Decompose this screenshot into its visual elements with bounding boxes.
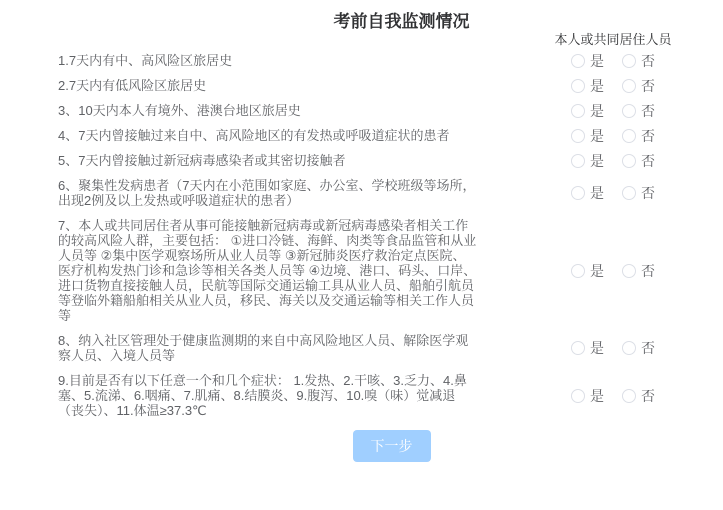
no-radio-label: 否 [641,102,655,119]
question-text: 5、7天内曾接触过新冠病毒感染者或其密切接触者 [58,153,346,168]
no-radio[interactable] [622,264,655,278]
question-text: 7、本人或共同居住者从事可能接触新冠病毒或新冠病毒感染者相关工作的较高风险人群，主要包括： ①进口冷链、海鲜、肉类等食品监管和从业人员等 ②集中医学观察场所从业人员等 ③新冠肺炎医疗救治定点医院、医疗机构发热门诊和急诊等相关各类人员等 ④边境、港口、码头、口岸、进口货物直接接触人员，民航等国际交通运输工具从业人员、船舶引航员等登临外籍船舶相关从业人员，移民、海关以及交通运输等相关工作人员等 [58,218,477,323]
yes-radio[interactable] [571,79,604,93]
yes-radio[interactable] [571,54,604,68]
no-radio-label: 否 [641,127,655,144]
question-text: 8、纳入社区管理处于健康监测期的来自中高风险地区人员、解除医学观察人员、入境人员等 [58,333,469,363]
yes-radio-label: 是 [590,387,604,404]
yes-radio-label: 是 [590,102,604,119]
radio-circle-icon [571,186,585,200]
title-bar [0,0,723,32]
yes-radio[interactable] [571,154,604,168]
radio-circle-icon [622,54,636,68]
answer-column-header: 本人或共同居住人员 [554,32,672,47]
no-radio[interactable] [622,104,655,118]
answer-radio-group [548,104,678,118]
question-text: 3、10天内本人有境外、港澳台地区旅居史 [58,103,301,118]
next-step-button[interactable]: 下一步 [353,430,431,462]
radio-circle-icon [622,264,636,278]
question-row [0,128,723,143]
radio-circle-icon [571,54,585,68]
question-text: 1.7天内有中、高风险区旅居史 [58,53,233,68]
page-title: 考前自我监测情况 [333,12,470,31]
no-radio[interactable] [622,154,655,168]
answer-radio-group [548,389,678,403]
radio-circle-icon [622,389,636,403]
no-radio-label: 否 [641,77,655,94]
no-radio[interactable] [622,129,655,143]
no-radio[interactable] [622,341,655,355]
no-radio-label: 否 [641,52,655,69]
answer-radio-group [548,54,678,68]
yes-radio-label: 是 [590,185,604,201]
yes-radio-label: 是 [590,152,604,169]
no-radio-label: 否 [641,152,655,169]
yes-radio-label: 是 [590,340,604,356]
radio-circle-icon [571,79,585,93]
no-radio-label: 否 [641,387,655,404]
no-radio[interactable] [622,54,655,68]
yes-radio-label: 是 [590,127,604,144]
question-row [0,218,723,323]
question-text: 2.7天内有低风险区旅居史 [58,78,207,93]
radio-circle-icon [622,79,636,93]
question-list [0,53,723,418]
question-row [0,373,723,418]
yes-radio-label: 是 [590,52,604,69]
no-radio-label: 否 [641,185,655,201]
form-footer [0,430,723,462]
question-row [0,333,723,363]
question-text: 6、聚集性发病患者（7天内在小范围如家庭、办公室、学校班级等场所，出现2例及以上发热或呼吸道症状的患者） [58,178,476,208]
yes-radio[interactable] [571,389,604,403]
answer-radio-group [548,129,678,143]
yes-radio[interactable] [571,341,604,355]
answer-column-header-row [0,32,723,47]
radio-circle-icon [571,264,585,278]
no-radio-label: 否 [641,262,655,279]
radio-circle-icon [622,341,636,355]
radio-circle-icon [571,104,585,118]
radio-circle-icon [571,341,585,355]
answer-radio-group [548,79,678,93]
radio-circle-icon [622,186,636,200]
question-text: 9.目前是否有以下任意一个和几个症状： 1.发热、2.干咳、3.乏力、4.鼻塞、5.流涕、6.咽痛、7.肌痛、8.结膜炎、9.腹泻、10.嗅（味）觉减退（丧失）、11.体温≥37.3℃ [58,373,467,418]
question-row [0,178,723,208]
answer-radio-group [548,264,678,278]
yes-radio[interactable] [571,104,604,118]
yes-radio[interactable] [571,264,604,278]
question-text: 4、7天内曾接触过来自中、高风险地区的有发热或呼吸道症状的患者 [58,128,450,143]
answer-radio-group [548,186,678,200]
question-row [0,103,723,118]
no-radio[interactable] [622,186,655,200]
radio-circle-icon [571,389,585,403]
no-radio[interactable] [622,389,655,403]
radio-circle-icon [622,129,636,143]
no-radio[interactable] [622,79,655,93]
no-radio-label: 否 [641,340,655,356]
answer-radio-group [548,341,678,355]
radio-circle-icon [622,154,636,168]
question-row [0,53,723,68]
yes-radio[interactable] [571,129,604,143]
radio-circle-icon [571,129,585,143]
radio-circle-icon [622,104,636,118]
answer-radio-group [548,154,678,168]
question-row [0,153,723,168]
question-row [0,78,723,93]
yes-radio[interactable] [571,186,604,200]
yes-radio-label: 是 [590,262,604,279]
yes-radio-label: 是 [590,77,604,94]
radio-circle-icon [571,154,585,168]
